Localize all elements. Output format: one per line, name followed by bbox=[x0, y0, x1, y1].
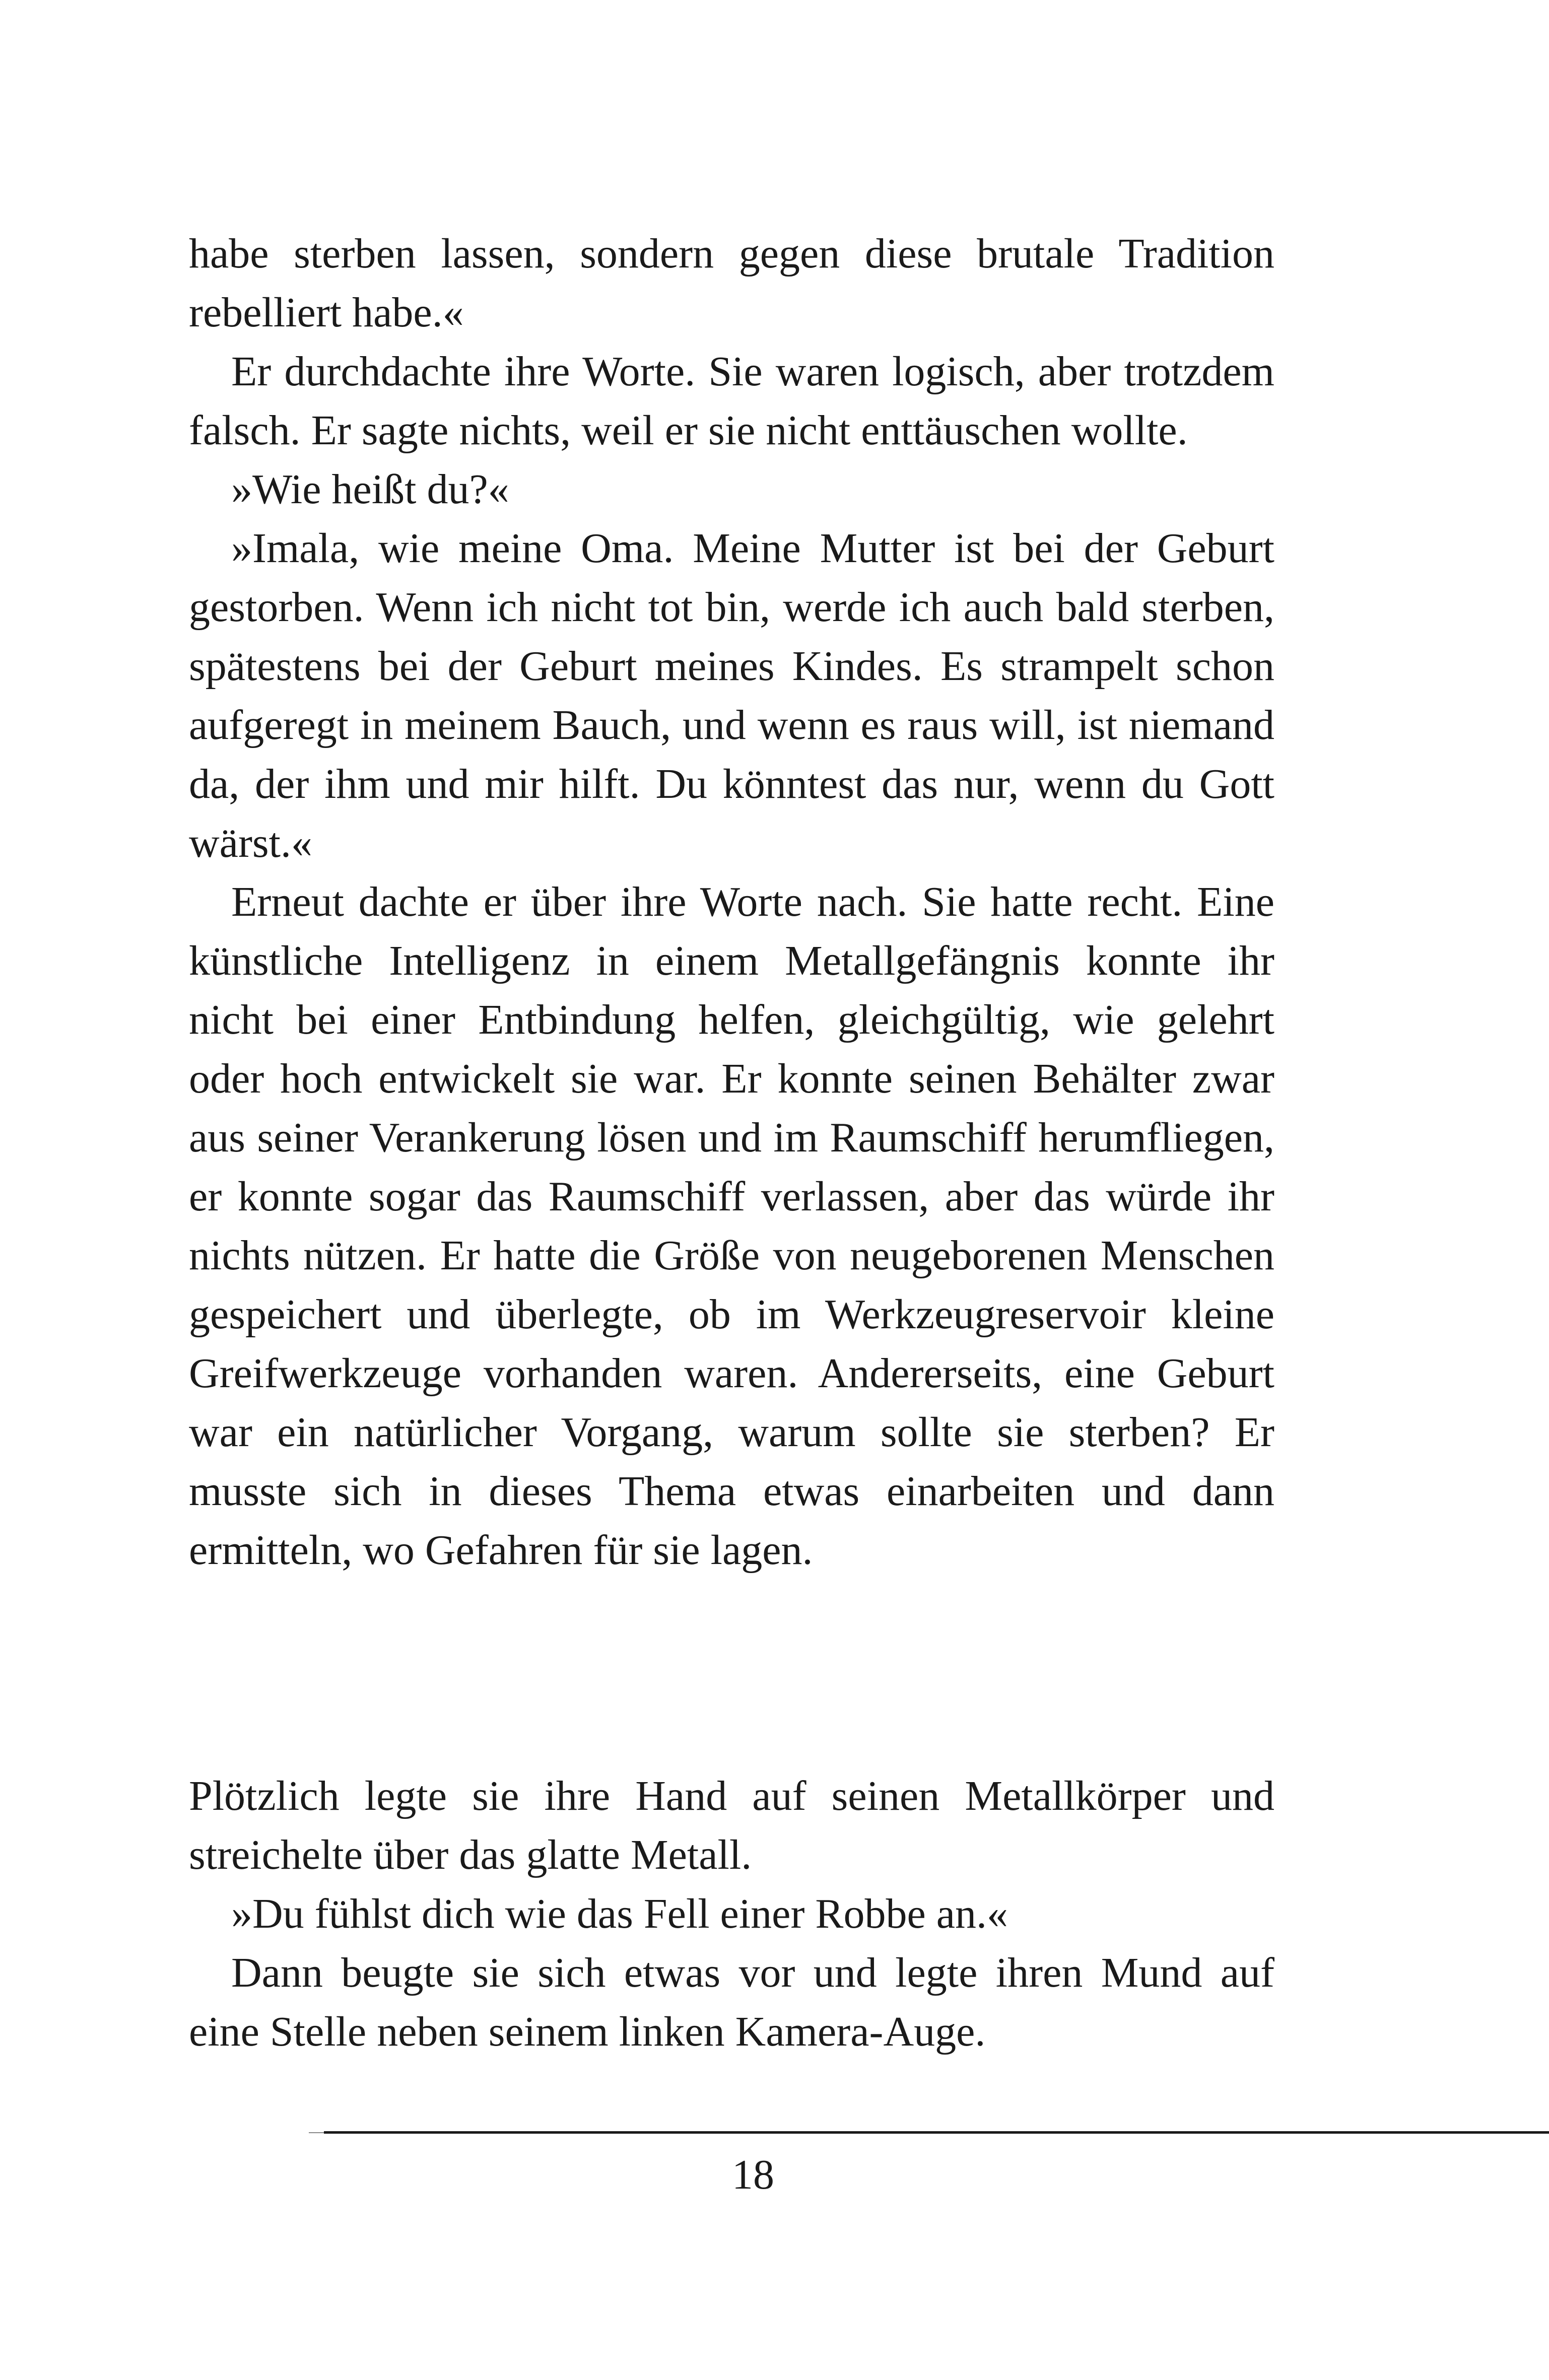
text-section-1 bbox=[189, 224, 1274, 1580]
paragraph: habe sterben lassen, sondern gegen diese brutale Tradition rebelliert habe.« bbox=[189, 230, 1274, 336]
paragraph: Erneut dachte er über ihre Worte nach. Sie hatte recht. Eine künstliche Intelligenz in einem Metallgefängnis konnte ihr nicht bei einer Entbindung helfen, gleichgültig, wie gelehrt oder hoch entwickelt sie war. Er konnte seinen Behälter zwar aus seiner Verankerung lösen und im Raumschiff herumfliegen, er konnte sogar das Raumschiff verlassen, aber das würde ihr nichts nützen. Er hatte die Größe von neugeborenen Menschen gespeichert und überlegte, ob im Werkzeugreservoir kleine Greifwerkzeuge vorhanden waren. Andererseits, eine Geburt war ein natürlicher Vorgang, warum sollte sie sterben? Er musste sich in dieses Thema etwas einarbeiten und dann ermitteln, wo Gefahren für sie lagen. bbox=[189, 878, 1274, 1574]
paragraph: »Wie heißt du?« bbox=[231, 466, 509, 513]
paragraph: »Imala, wie meine Oma. Meine Mutter ist bei der Geburt gestorben. Wenn ich nicht tot bin, werde ich auch bald sterben, spätestens bei der Geburt meines Kindes. Es strampelt schon aufgeregt in meinem Bauch, und wenn es raus will, ist niemand da, der ihm und mir hilft. Du könntest das nur, wenn du Gott wärst.« bbox=[189, 525, 1274, 866]
page-number: 18 bbox=[732, 2151, 774, 2198]
paragraph: Plötzlich legte sie ihre Hand auf seinen Metallkörper und streichelte über das glatte Metall. bbox=[189, 1773, 1274, 1878]
paragraph: Dann beugte sie sich etwas vor und legte ihren Mund auf eine Stelle neben seinem linken Kamera-Auge. bbox=[189, 1949, 1274, 2055]
paragraph: Er durchdachte ihre Worte. Sie waren logisch, aber trotzdem falsch. Er sagte nichts, weil er sie nicht enttäuschen wollte. bbox=[189, 348, 1274, 454]
paragraph: »Du fühlst dich wie das Fell einer Robbe an.« bbox=[231, 1890, 1008, 1937]
text-section-2 bbox=[189, 1766, 1274, 2061]
footer-divider bbox=[324, 2131, 1549, 2134]
